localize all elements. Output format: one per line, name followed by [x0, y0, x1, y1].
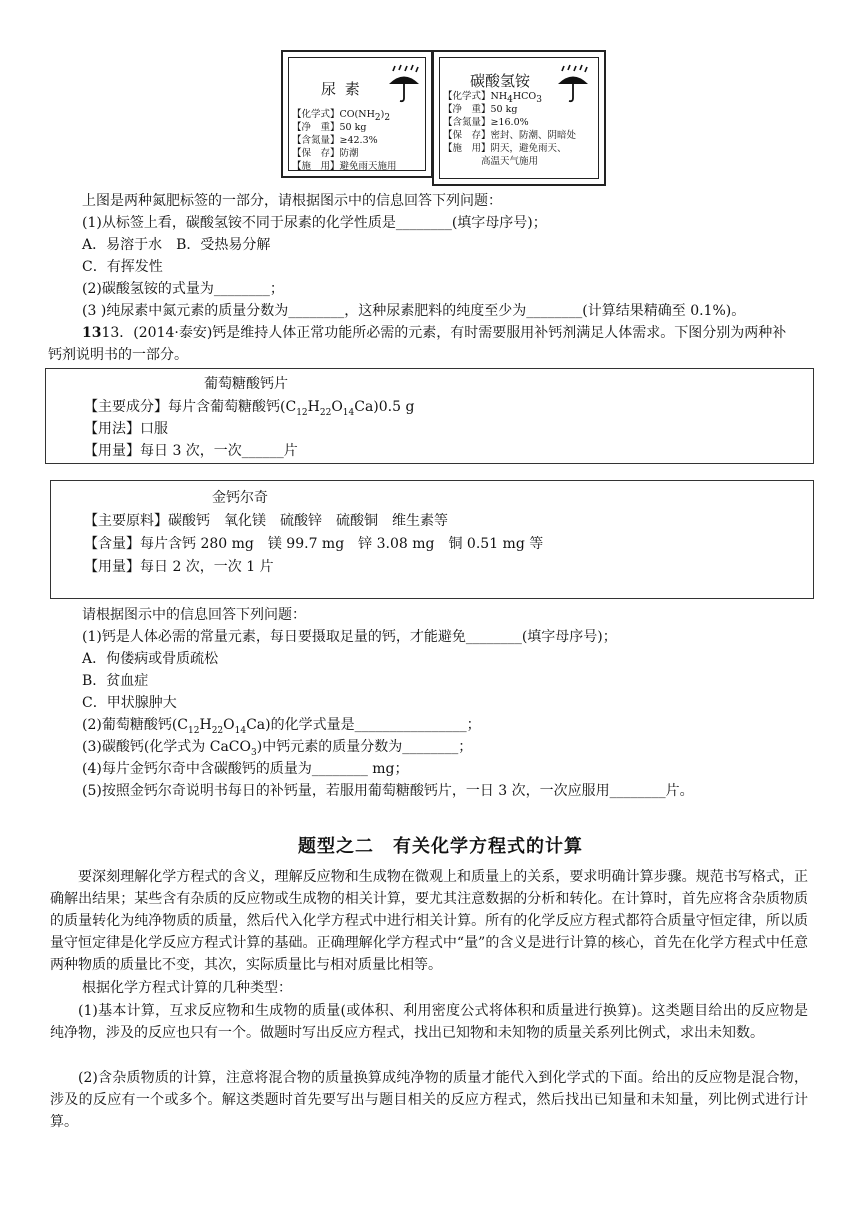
bicarb-row-usage-cont: 高温天气施用 [443, 156, 539, 167]
jingaierqi-box [50, 480, 814, 599]
urea-row-weight: 【净 重】50 kg [292, 122, 367, 133]
section-paragraph-2: 根据化学方程式计算的几种类型： [82, 980, 292, 996]
box2-content: 【含量】每片含钙 280 mg 镁 99.7 mg 锌 3.08 mg 铜 0.51 mg 等 [84, 536, 544, 552]
umbrella-rain-icon [556, 64, 590, 104]
bicarb-row-nitrogen: 【含氮量】≥16.0% [443, 117, 529, 128]
section-paragraph-4: (2)含杂质物质的计算，注意将混合物的质量换算成纯净物的质量才能代入到化学式的下面。给出的反应物是混合物，涉及的反应有一个或多个。解这类题时首先要写出与题目相关的反应方程式，然后找出已知量和未知量，列比例式进行计算。 [50, 1070, 808, 1130]
q13-option-a: A．佝偻病或骨质疏松 [82, 651, 219, 667]
q13-option-b: B．贫血症 [82, 673, 149, 689]
q12-part1: (1)从标签上看，碳酸氢铵不同于尿素的化学性质是________(填字母序号)； [82, 215, 547, 231]
box1-title: 葡萄糖酸钙片 [204, 376, 288, 392]
bicarb-label-card [432, 50, 606, 186]
section-paragraph-1: 要深刻理解化学方程式的含义，理解反应物和生成物在微观上和质量上的关系，要求明确计算步骤。规范书写格式，正确解出结果；某些含有杂质的反应物或生成物的相关计算，要尤其注意数据的分析和转化。在计算时，首先应将含杂质物质的质量转化为纯净物质的质量，然后代入化学方程式中进行相关计算。所有的化学反应方程式都符合质量守恒定律，所以质量守恒定律是化学反应方程式计算的基础。正确理解化学方程式中“量”的含义是进行计算的核心，首先在化学方程式中任意两种物质的质量比不变，其次，实际质量比与相对质量比相等。 [50, 869, 808, 973]
calcium-gluconate-box [45, 368, 814, 464]
bicarb-label-title: 碳酸氢铵 [470, 72, 531, 90]
box2-ingredients: 【主要原料】碳酸钙 氧化镁 硫酸锌 硫酸铜 维生素等 [84, 513, 448, 529]
q12-option-ab: A．易溶于水 B．受热易分解 [82, 237, 271, 253]
bicarb-row-usage: 【施 用】阴天，避免雨天、 [443, 143, 567, 154]
bicarb-row-formula: 【化学式】$NH_4HCO_3$ [443, 91, 542, 105]
urea-row-formula: 【化学式】$CO(NH_2)_2$ [292, 109, 391, 123]
urea-row-nitrogen: 【含氮量】≥42.3% [292, 135, 378, 146]
bicarb-row-weight: 【净 重】50 kg [443, 104, 518, 115]
section-paragraph-3: (1)基本计算，互求反应物和生成物的质量(或体积、利用密度公式将体积和质量进行换算)。这类题目给出的反应物是纯净物，涉及的反应也只有一个。做题时写出反应方程式，找出已知物和未知物的质量关系列比例式，求出未知数。 [50, 1003, 808, 1041]
box1-ingredient: 【主要成分】每片含葡萄糖酸钙$(C_{12}H_{22}O_{14}Ca)0.5$ g [84, 399, 415, 418]
q13-stem-text: 13．(2014·泰安)钙是维持人体正常功能所必需的元素，有时需要服用补钙剂满足人体需求。下图分别为两种补 [101, 325, 787, 341]
urea-row-storage: 【保 存】防潮 [292, 148, 359, 159]
urea-row-usage: 【施 用】避免雨天施用 [292, 161, 397, 172]
umbrella-rain-icon [387, 64, 421, 104]
box1-dosage: 【用量】每日 3 次，一次______片 [84, 443, 298, 459]
q13-stem-line1: 1313．(2014·泰安)钙是维持人体正常功能所必需的元素，有时需要服用补钙剂满足人体需求。下图分别为两种补 [82, 325, 787, 341]
q12-option-c: C．有挥发性 [82, 259, 163, 275]
box2-title: 金钙尔奇 [212, 490, 268, 506]
q13-part5: (5)按照金钙尔奇说明书每日的补钙量，若服用葡萄糖酸钙片，一日 3 次，一次应服用________片。 [82, 783, 694, 799]
box2-dosage: 【用量】每日 2 次，一次 1 片 [84, 559, 274, 575]
section-heading: 题型之二 有关化学方程式的计算 [298, 836, 583, 857]
box1-usage: 【用法】口服 [84, 421, 168, 437]
q13-part1: (1)钙是人体必需的常量元素，每日要摄取足量的钙，才能避免________(填字母序号)； [82, 629, 617, 645]
urea-label-card [281, 50, 433, 178]
q13-intro: 请根据图示中的信息回答下列问题： [82, 607, 306, 623]
q12-intro: 上图是两种氮肥标签的一部分，请根据图示中的信息回答下列问题： [82, 193, 502, 209]
q12-part2: (2)碳酸氢铵的式量为________； [82, 281, 284, 297]
q13-option-c: C．甲状腺肿大 [82, 695, 177, 711]
q13-part2: (2)葡萄糖酸钙$(C_{12}H_{22}O_{14}Ca)$的化学式量是________________； [82, 717, 481, 736]
urea-label-title: 尿 素 [321, 80, 362, 98]
q13-part4: (4)每片金钙尔奇中含碳酸钙的质量为________ mg； [82, 761, 409, 777]
bicarb-row-storage: 【保 存】密封、防潮、阴暗处 [443, 130, 577, 141]
q13-stem-line2: 钙剂说明书的一部分。 [48, 347, 188, 363]
q13-part3: (3)碳酸钙(化学式为 CaCO$_3$)中钙元素的质量分数为________； [82, 739, 473, 758]
q12-part3: (3 )纯尿素中氮元素的质量分数为________，这种尿素肥料的纯度至少为________(计算结果精确至 0.1%)。 [82, 303, 746, 319]
